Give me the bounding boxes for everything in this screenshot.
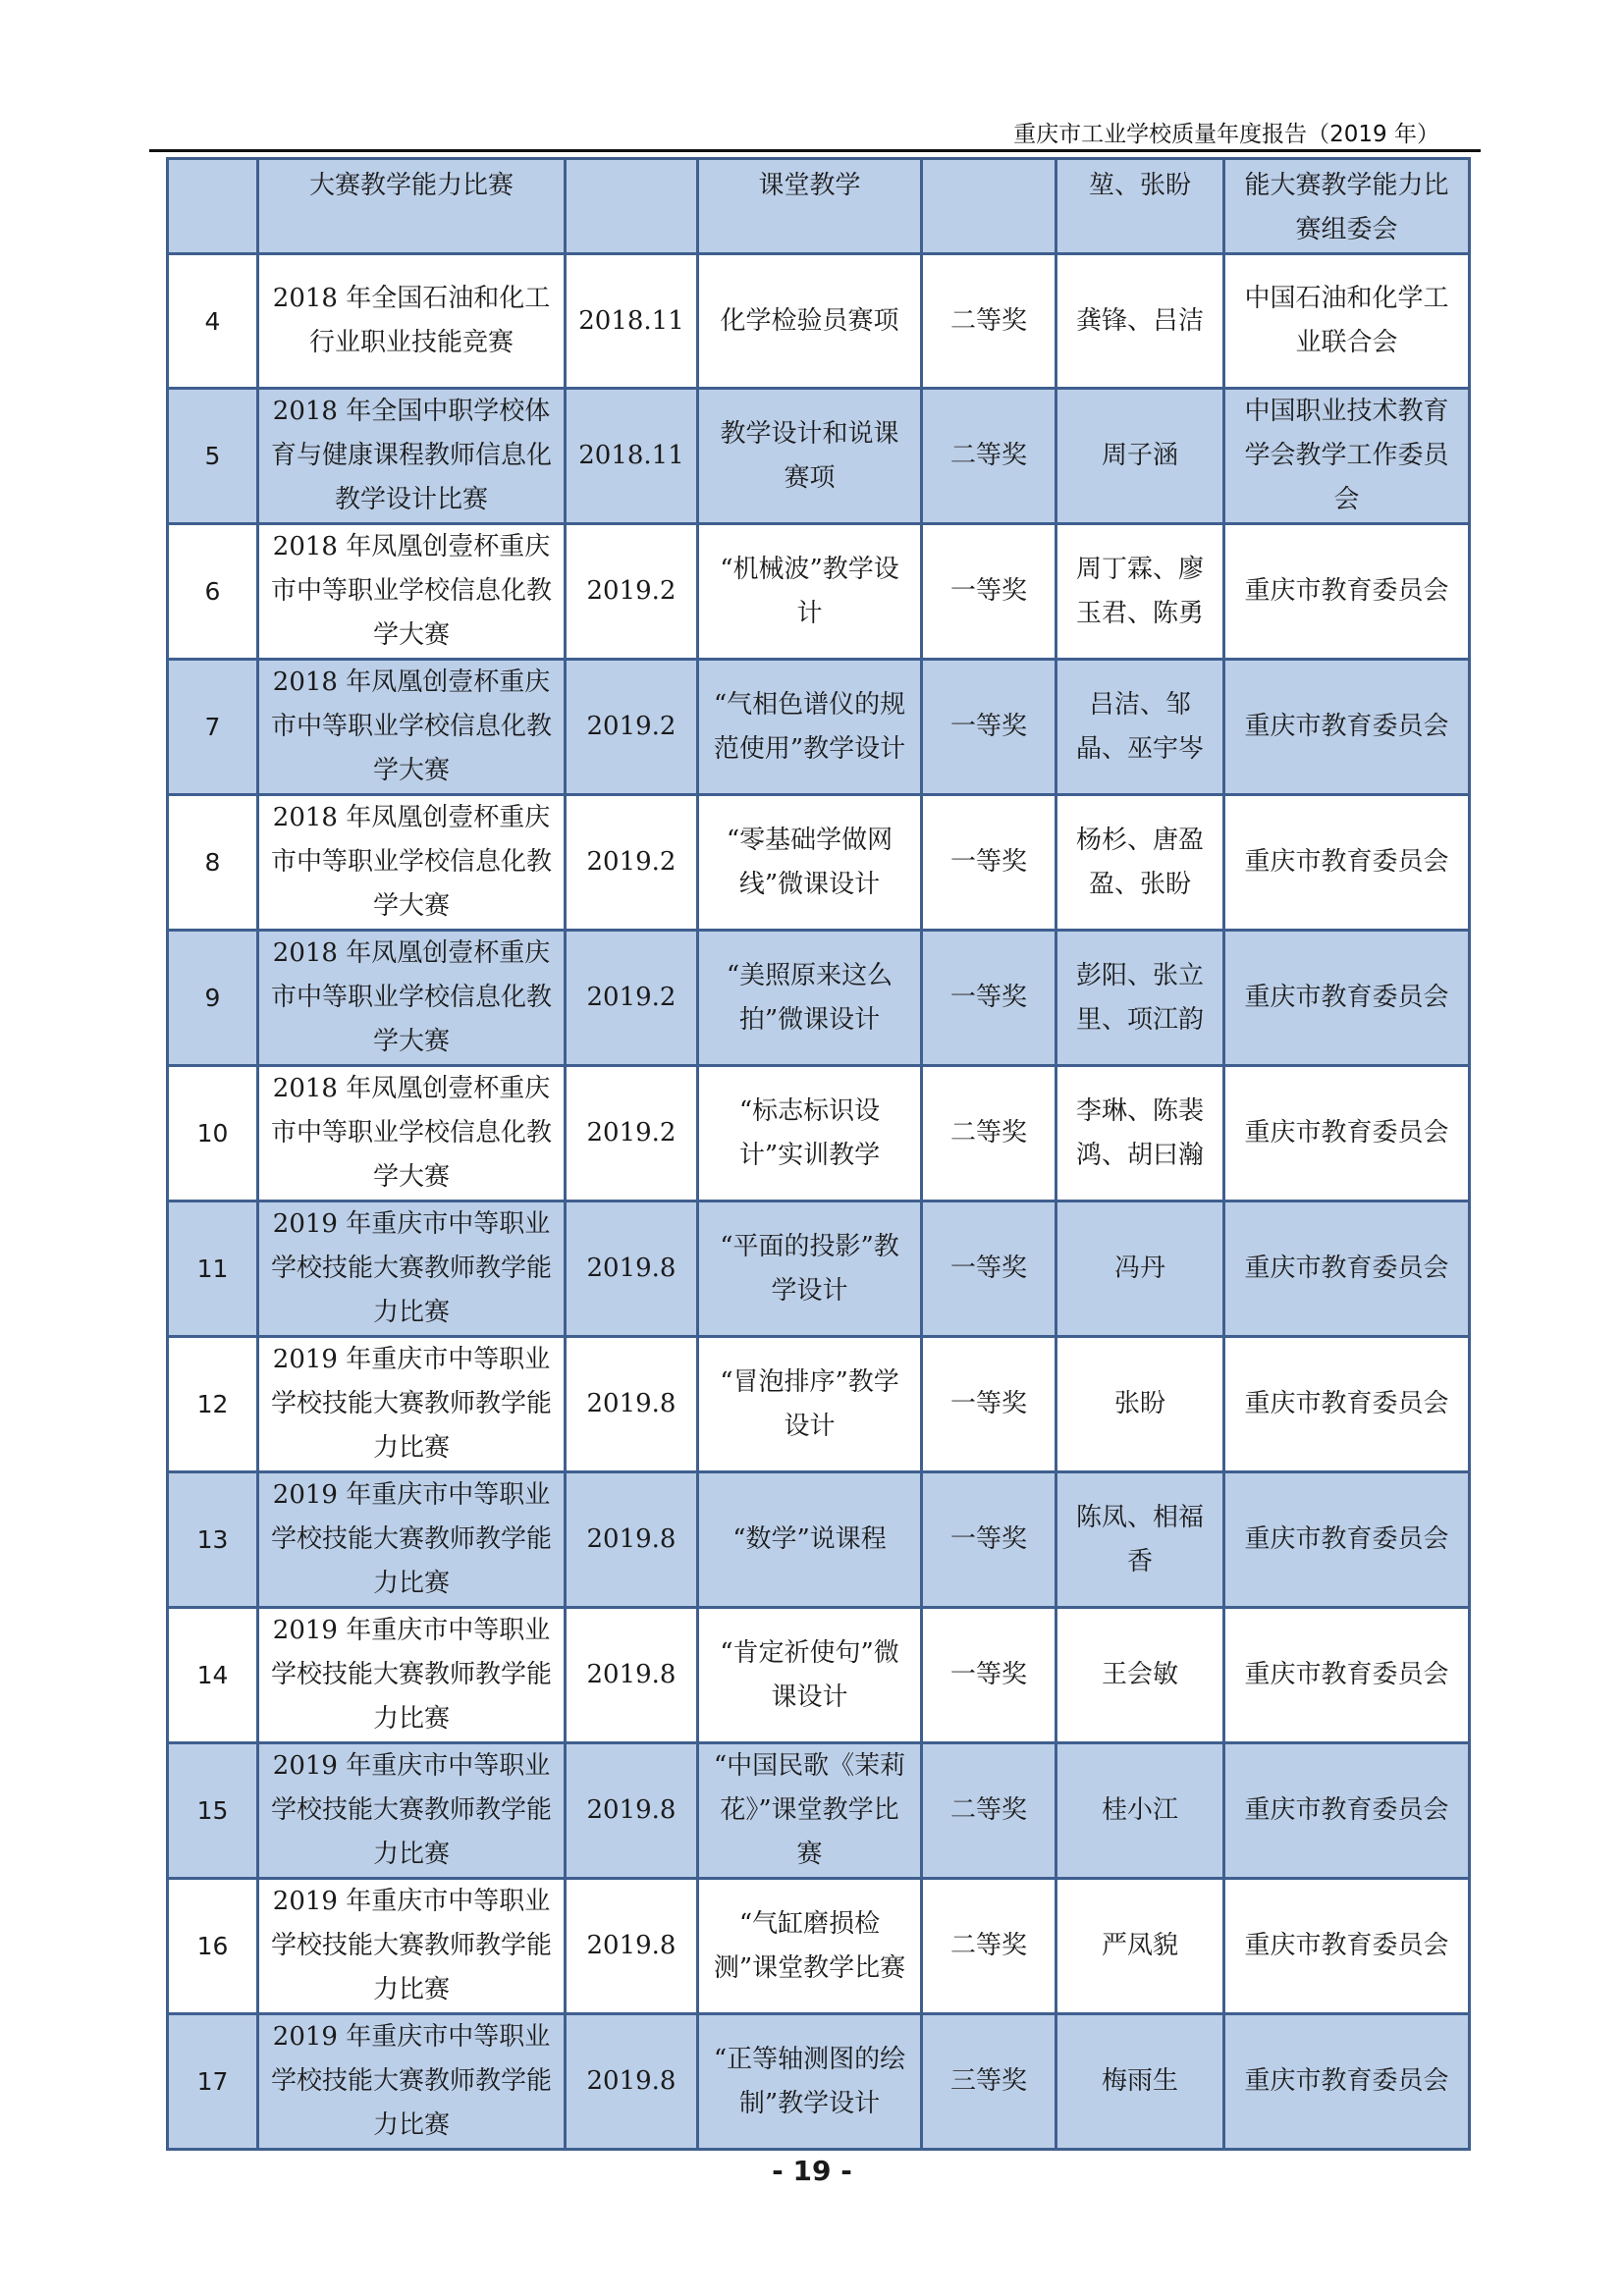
- cell-winners: 吕洁、邹晶、巫宇岑: [1056, 660, 1224, 795]
- cell-no: 6: [168, 524, 258, 660]
- cell-competition: 大赛教学能力比赛: [258, 159, 566, 254]
- cell-competition: 2018 年凤凰创壹杯重庆市中等职业学校信息化教学大赛: [258, 524, 566, 660]
- cell-no: 9: [168, 931, 258, 1066]
- cell-no: 16: [168, 1879, 258, 2014]
- cell-project: “零基础学做网线”微课设计: [698, 795, 922, 931]
- report-header-title: 重庆市工业学校质量年度报告（2019 年）: [1013, 122, 1439, 147]
- cell-competition: 2019 年重庆市中等职业学校技能大赛教师教学能力比赛: [258, 1879, 566, 2014]
- cell-date: 2019.8: [566, 1879, 698, 2014]
- cell-no: 14: [168, 1608, 258, 1743]
- cell-award: 二等奖: [922, 254, 1056, 389]
- cell-award: 二等奖: [922, 1743, 1056, 1879]
- cell-project: 化学检验员赛项: [698, 254, 922, 389]
- cell-competition: 2018 年凤凰创壹杯重庆市中等职业学校信息化教学大赛: [258, 931, 566, 1066]
- cell-no: 5: [168, 389, 258, 524]
- cell-project: “气相色谱仪的规范使用”教学设计: [698, 660, 922, 795]
- cell-award: 一等奖: [922, 795, 1056, 931]
- cell-date: 2019.8: [566, 1608, 698, 1743]
- table-row: [168, 1879, 1470, 2014]
- cell-no: 8: [168, 795, 258, 931]
- cell-project: “中国民歌《茉莉花》”课堂教学比赛: [698, 1743, 922, 1879]
- cell-date: 2019.8: [566, 1472, 698, 1608]
- cell-winners: 陈凤、相福香: [1056, 1472, 1224, 1608]
- table-row: [168, 159, 1470, 254]
- table-row: [168, 1608, 1470, 1743]
- awards-table-body: [168, 159, 1470, 2150]
- cell-competition: 2019 年重庆市中等职业学校技能大赛教师教学能力比赛: [258, 1337, 566, 1472]
- cell-organizer: 重庆市教育委员会: [1224, 931, 1470, 1066]
- cell-no: 13: [168, 1472, 258, 1608]
- cell-organizer: 中国石油和化学工业联合会: [1224, 254, 1470, 389]
- cell-date: [566, 159, 698, 254]
- cell-winners: 龚锋、吕洁: [1056, 254, 1224, 389]
- cell-winners: 周子涵: [1056, 389, 1224, 524]
- table-row: [168, 1743, 1470, 1879]
- cell-winners: 桂小江: [1056, 1743, 1224, 1879]
- cell-date: 2019.8: [566, 2014, 698, 2150]
- cell-winners: 冯丹: [1056, 1201, 1224, 1337]
- cell-award: 二等奖: [922, 389, 1056, 524]
- cell-no: 15: [168, 1743, 258, 1879]
- table-row: [168, 795, 1470, 931]
- cell-no: 4: [168, 254, 258, 389]
- cell-award: 一等奖: [922, 1608, 1056, 1743]
- cell-project: 教学设计和说课赛项: [698, 389, 922, 524]
- cell-competition: 2019 年重庆市中等职业学校技能大赛教师教学能力比赛: [258, 2014, 566, 2150]
- cell-competition: 2018 年全国中职学校体育与健康课程教师信息化教学设计比赛: [258, 389, 566, 524]
- cell-date: 2018.11: [566, 389, 698, 524]
- cell-date: 2019.8: [566, 1743, 698, 1879]
- table-row: [168, 1201, 1470, 1337]
- cell-project: “机械波”教学设计: [698, 524, 922, 660]
- cell-award: 一等奖: [922, 660, 1056, 795]
- cell-project: “数学”说课程: [698, 1472, 922, 1608]
- cell-date: 2019.2: [566, 795, 698, 931]
- cell-project: “标志标识设计”实训教学: [698, 1066, 922, 1201]
- cell-competition: 2018 年凤凰创壹杯重庆市中等职业学校信息化教学大赛: [258, 795, 566, 931]
- cell-organizer: 重庆市教育委员会: [1224, 1066, 1470, 1201]
- cell-project: 课堂教学: [698, 159, 922, 254]
- cell-organizer: 重庆市教育委员会: [1224, 2014, 1470, 2150]
- cell-project: “正等轴测图的绘制”教学设计: [698, 2014, 922, 2150]
- cell-organizer: 重庆市教育委员会: [1224, 795, 1470, 931]
- cell-organizer: 重庆市教育委员会: [1224, 1879, 1470, 2014]
- cell-organizer: 重庆市教育委员会: [1224, 1201, 1470, 1337]
- cell-competition: 2019 年重庆市中等职业学校技能大赛教师教学能力比赛: [258, 1201, 566, 1337]
- cell-no: 11: [168, 1201, 258, 1337]
- cell-date: 2019.2: [566, 660, 698, 795]
- cell-competition: 2019 年重庆市中等职业学校技能大赛教师教学能力比赛: [258, 1472, 566, 1608]
- cell-organizer: 重庆市教育委员会: [1224, 660, 1470, 795]
- cell-winners: 李琳、陈裴鸿、胡曰瀚: [1056, 1066, 1224, 1201]
- cell-no: 10: [168, 1066, 258, 1201]
- cell-no: [168, 159, 258, 254]
- cell-organizer: 能大赛教学能力比赛组委会: [1224, 159, 1470, 254]
- cell-date: 2019.2: [566, 524, 698, 660]
- cell-winners: 杨杉、唐盈盈、张盼: [1056, 795, 1224, 931]
- cell-date: 2019.2: [566, 1066, 698, 1201]
- cell-organizer: 中国职业技术教育学会教学工作委员会: [1224, 389, 1470, 524]
- table-row: [168, 524, 1470, 660]
- table-row: [168, 1472, 1470, 1608]
- table-row: [168, 1337, 1470, 1472]
- cell-project: “肯定祈使句”微课设计: [698, 1608, 922, 1743]
- cell-winners: 梅雨生: [1056, 2014, 1224, 2150]
- cell-organizer: 重庆市教育委员会: [1224, 524, 1470, 660]
- cell-competition: 2019 年重庆市中等职业学校技能大赛教师教学能力比赛: [258, 1743, 566, 1879]
- cell-no: 17: [168, 2014, 258, 2150]
- awards-table-container: [166, 157, 1468, 2151]
- cell-project: “冒泡排序”教学设计: [698, 1337, 922, 1472]
- cell-winners: 严凤貌: [1056, 1879, 1224, 2014]
- table-row: [168, 2014, 1470, 2150]
- cell-date: 2019.2: [566, 931, 698, 1066]
- table-row: [168, 254, 1470, 389]
- cell-competition: 2019 年重庆市中等职业学校技能大赛教师教学能力比赛: [258, 1608, 566, 1743]
- page-number: - 19 -: [772, 2155, 852, 2187]
- cell-organizer: 重庆市教育委员会: [1224, 1472, 1470, 1608]
- cell-winners: 堃、张盼: [1056, 159, 1224, 254]
- cell-winners: 张盼: [1056, 1337, 1224, 1472]
- cell-award: 一等奖: [922, 931, 1056, 1066]
- cell-award: 一等奖: [922, 1337, 1056, 1472]
- cell-no: 7: [168, 660, 258, 795]
- cell-competition: 2018 年全国石油和化工行业职业技能竞赛: [258, 254, 566, 389]
- cell-winners: 周丁霖、廖玉君、陈勇: [1056, 524, 1224, 660]
- cell-date: 2019.8: [566, 1337, 698, 1472]
- table-row: [168, 389, 1470, 524]
- cell-award: 一等奖: [922, 1201, 1056, 1337]
- cell-organizer: 重庆市教育委员会: [1224, 1608, 1470, 1743]
- cell-date: 2019.8: [566, 1201, 698, 1337]
- cell-award: 一等奖: [922, 524, 1056, 660]
- cell-winners: 王会敏: [1056, 1608, 1224, 1743]
- cell-project: “气缸磨损检测”课堂教学比赛: [698, 1879, 922, 2014]
- cell-winners: 彭阳、张立里、项江韵: [1056, 931, 1224, 1066]
- cell-competition: 2018 年凤凰创壹杯重庆市中等职业学校信息化教学大赛: [258, 660, 566, 795]
- cell-award: [922, 159, 1056, 254]
- cell-award: 一等奖: [922, 1472, 1056, 1608]
- cell-project: “平面的投影”教学设计: [698, 1201, 922, 1337]
- cell-organizer: 重庆市教育委员会: [1224, 1743, 1470, 1879]
- cell-competition: 2018 年凤凰创壹杯重庆市中等职业学校信息化教学大赛: [258, 1066, 566, 1201]
- cell-award: 二等奖: [922, 1879, 1056, 2014]
- cell-award: 二等奖: [922, 1066, 1056, 1201]
- cell-award: 三等奖: [922, 2014, 1056, 2150]
- header-divider: [149, 149, 1481, 152]
- cell-project: “美照原来这么拍”微课设计: [698, 931, 922, 1066]
- table-row: [168, 931, 1470, 1066]
- cell-organizer: 重庆市教育委员会: [1224, 1337, 1470, 1472]
- cell-no: 12: [168, 1337, 258, 1472]
- cell-date: 2018.11: [566, 254, 698, 389]
- table-row: [168, 660, 1470, 795]
- table-row: [168, 1066, 1470, 1201]
- awards-table: [166, 157, 1471, 2151]
